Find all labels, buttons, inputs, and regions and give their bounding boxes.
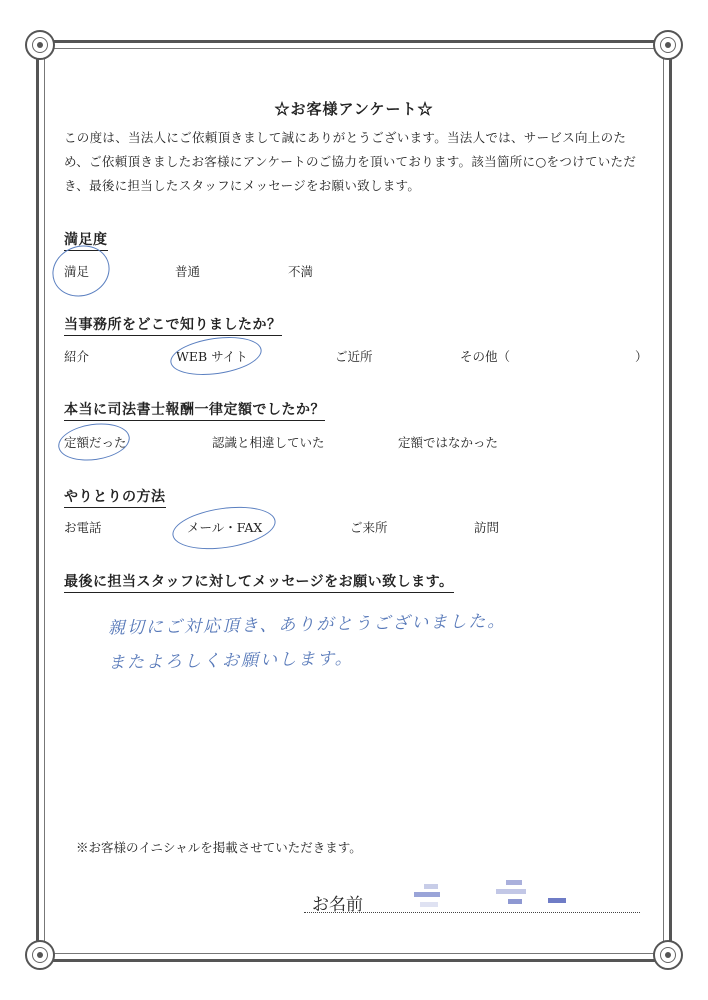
name-signature-line (304, 912, 640, 913)
handwritten-message-line: 親切にご対応頂き、ありがとうございました。 (107, 611, 507, 639)
section-heading-satisfaction: 満足度 (64, 229, 108, 251)
corner-ornament-icon (25, 30, 55, 60)
survey-title: ☆お客様アンケート☆ (274, 100, 434, 118)
option-dissatisfied[interactable]: 不満 (288, 264, 314, 279)
option-referral[interactable]: 紹介 (64, 349, 90, 364)
option-fixed-fee[interactable]: 定額だった (64, 435, 127, 450)
option-phone[interactable]: お電話 (64, 520, 102, 535)
option-visit-office[interactable]: ご来所 (350, 520, 388, 535)
corner-ornament-icon (653, 30, 683, 60)
option-not-fixed[interactable]: 定額ではなかった (398, 435, 499, 450)
handwritten-message-line: またよろしくお願いします。 (107, 648, 354, 674)
option-website[interactable]: WEB サイト (176, 349, 248, 364)
corner-ornament-icon (653, 940, 683, 970)
intro-text: この度は、当法人にご依頼頂きまして誠にありがとうございます。当法人では、サービス向上のため、ご依頼頂きましたお客様にアンケートのご協力を頂いております。該当箇所に○をつけていただき、最後に担当したスタッフにメッセージをお願い致します。 (64, 130, 637, 193)
option-other-close: ） (635, 349, 648, 364)
section-heading-fixed-fee: 本当に司法書士報酬一律定額でしたか？ (64, 399, 325, 421)
section-heading-source: 当事務所をどこで知りましたか？ (64, 314, 282, 336)
initials-note: ※お客様のイニシャルを掲載させていただきます。 (76, 840, 362, 855)
option-satisfied[interactable]: 満足 (64, 264, 90, 279)
option-neighborhood[interactable]: ご近所 (335, 349, 373, 364)
corner-ornament-icon (25, 940, 55, 970)
name-label: お名前 (312, 895, 363, 915)
option-differed[interactable]: 認識と相違していた (212, 435, 325, 450)
section-heading-message: 最後に担当スタッフに対してメッセージをお願い致します。 (64, 571, 454, 593)
option-other[interactable]: その他（ (460, 349, 511, 364)
option-mail-fax[interactable]: メール・FAX (187, 520, 263, 535)
section-heading-communication: やりとりの方法 (64, 486, 166, 508)
option-average[interactable]: 普通 (175, 264, 201, 279)
option-home-visit[interactable]: 訪問 (474, 520, 500, 535)
